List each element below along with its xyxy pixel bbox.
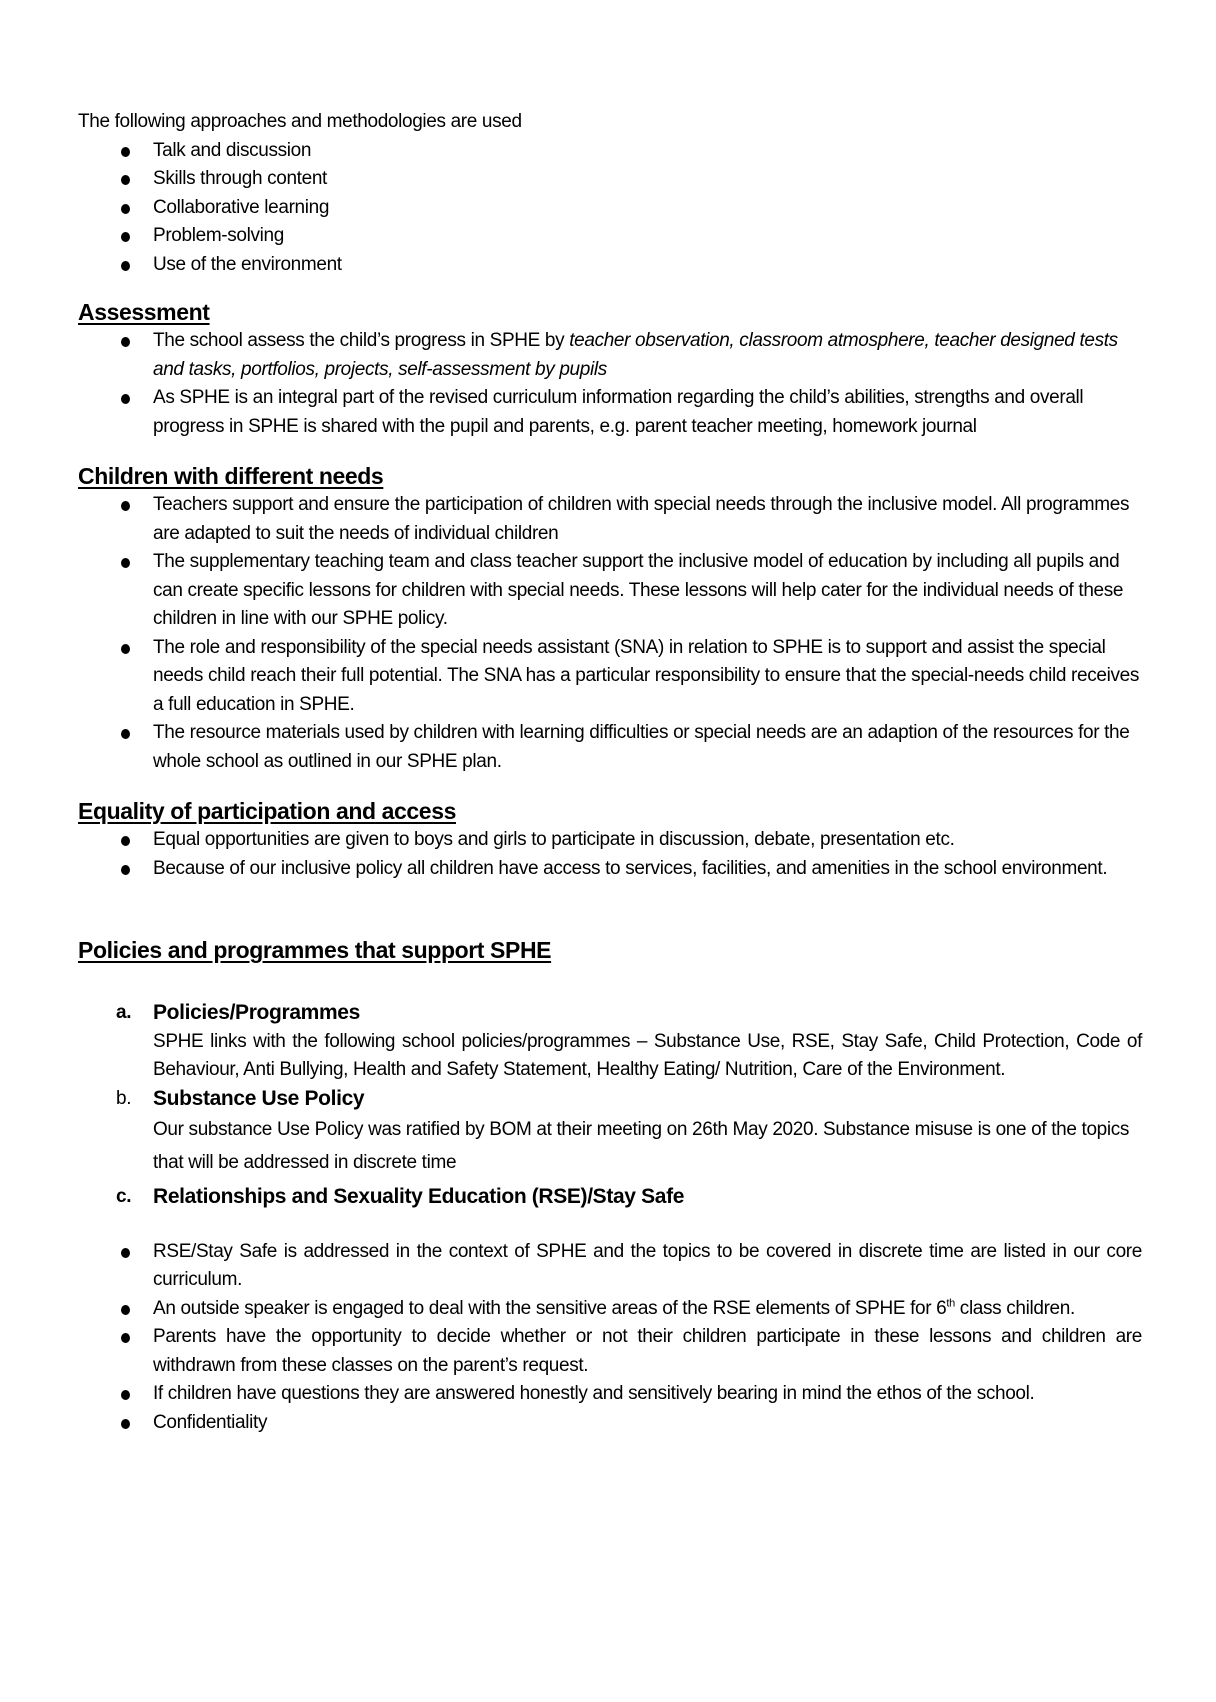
list-item: The resource materials used by children with learning difficulties or special needs are an adaption of the resources for the whole school as outlined in our SPHE plan. — [78, 719, 1142, 776]
approaches-list — [78, 137, 1142, 280]
equality-list — [78, 826, 1142, 883]
list-item: An outside speaker is engaged to deal with the sensitive areas of the RSE elements of SPHE for 6th class children. — [78, 1295, 1142, 1324]
bullet-icon — [121, 644, 130, 654]
list-item: Because of our inclusive policy all children have access to services, facilities, and amenities in the school environment. — [78, 855, 1142, 884]
list-item: The school assess the child’s progress in SPHE by teacher observation, classroom atmosphere, teacher designed tests and tasks, portfolios, projects, self-assessment by pupils — [78, 327, 1142, 384]
bullet-icon — [121, 261, 130, 271]
list-item: Skills through content — [78, 165, 1142, 194]
policy-section-a — [78, 999, 1142, 1085]
bullet-icon — [121, 1248, 130, 1258]
document-page — [78, 108, 1142, 1437]
section-title: Substance Use Policy — [153, 1086, 365, 1110]
list-item: Use of the environment — [78, 251, 1142, 280]
section-body: SPHE links with the following school policies/programmes – Substance Use, RSE, Stay Safe, Child Protection, Code of Behaviour, Anti Bullying, Health and Safety Statement, Healthy Eating/ Nutrition, Care of the Environment. — [153, 1030, 1142, 1080]
list-item: Confidentiality — [78, 1409, 1142, 1438]
bullet-icon — [121, 204, 130, 214]
bullet-icon — [121, 729, 130, 739]
bullet-icon — [121, 865, 130, 875]
policies-heading: Policies and programmes that support SPHE — [78, 937, 552, 963]
list-item: Equal opportunities are given to boys and girls to participate in discussion, debate, presentation etc. — [78, 826, 1142, 855]
list-item: Teachers support and ensure the participation of children with special needs through the inclusive model. All programmes are adapted to suit the needs of individual children — [78, 491, 1142, 548]
bullet-icon — [121, 1419, 130, 1429]
list-marker: c. — [116, 1186, 132, 1207]
bullet-icon — [121, 501, 130, 511]
section-title: Policies/Programmes — [153, 1001, 360, 1024]
list-item: Talk and discussion — [78, 137, 1142, 166]
bullet-icon — [121, 1305, 130, 1315]
list-item: Problem-solving — [78, 222, 1142, 251]
assessment-heading: Assessment — [78, 299, 210, 325]
bullet-icon — [121, 1390, 130, 1400]
bullet-icon — [121, 558, 130, 568]
bullet-icon — [121, 394, 130, 404]
list-item: RSE/Stay Safe is addressed in the context of SPHE and the topics to be covered in discrete time are listed in our core curriculum. — [78, 1238, 1142, 1295]
different-needs-list — [78, 491, 1142, 776]
list-item: The role and responsibility of the special needs assistant (SNA) in relation to SPHE is to support and assist the special needs child reach their full potential. The SNA has a particular responsibility to ensure that the special-needs child receives a full education in SPHE. — [78, 634, 1142, 720]
list-item: As SPHE is an integral part of the revised curriculum information regarding the child’s abilities, strengths and overall progress in SPHE is shared with the pupil and parents, e.g. parent teacher meeting, homework journal — [78, 384, 1142, 441]
intro-text: The following approaches and methodologies are used — [78, 111, 522, 132]
assessment-list — [78, 327, 1142, 441]
bullet-icon — [121, 147, 130, 157]
policy-section-c — [78, 1183, 1142, 1212]
policy-section-b — [78, 1085, 1142, 1180]
list-item: The supplementary teaching team and class teacher support the inclusive model of education by including all pupils and can create specific lessons for children with special needs. These lessons will help cater for the individual needs of these children in line with our SPHE policy. — [78, 548, 1142, 634]
list-marker: a. — [116, 1002, 132, 1023]
section-body: Our substance Use Policy was ratified by BOM at their meeting on 26th May 2020. Substance misuse is one of the topics that will be addressed in discrete time — [153, 1119, 1130, 1173]
list-item: If children have questions they are answered honestly and sensitively bearing in mind the ethos of the school. — [78, 1380, 1142, 1409]
equality-heading: Equality of participation and access — [78, 798, 456, 824]
section-title: Relationships and Sexuality Education (RSE)/Stay Safe — [153, 1185, 685, 1208]
bullet-icon — [121, 836, 130, 846]
bullet-icon — [121, 232, 130, 242]
list-item: Collaborative learning — [78, 194, 1142, 223]
bullet-icon — [121, 1333, 130, 1343]
rse-list — [78, 1238, 1142, 1438]
list-marker: b. — [116, 1087, 132, 1109]
bullet-icon — [121, 337, 130, 347]
list-item: Parents have the opportunity to decide whether or not their children participate in these lessons and children are withdrawn from these classes on the parent’s request. — [78, 1323, 1142, 1380]
policies-list — [78, 999, 1142, 1212]
different-needs-heading: Children with different needs — [78, 463, 384, 489]
bullet-icon — [121, 175, 130, 185]
